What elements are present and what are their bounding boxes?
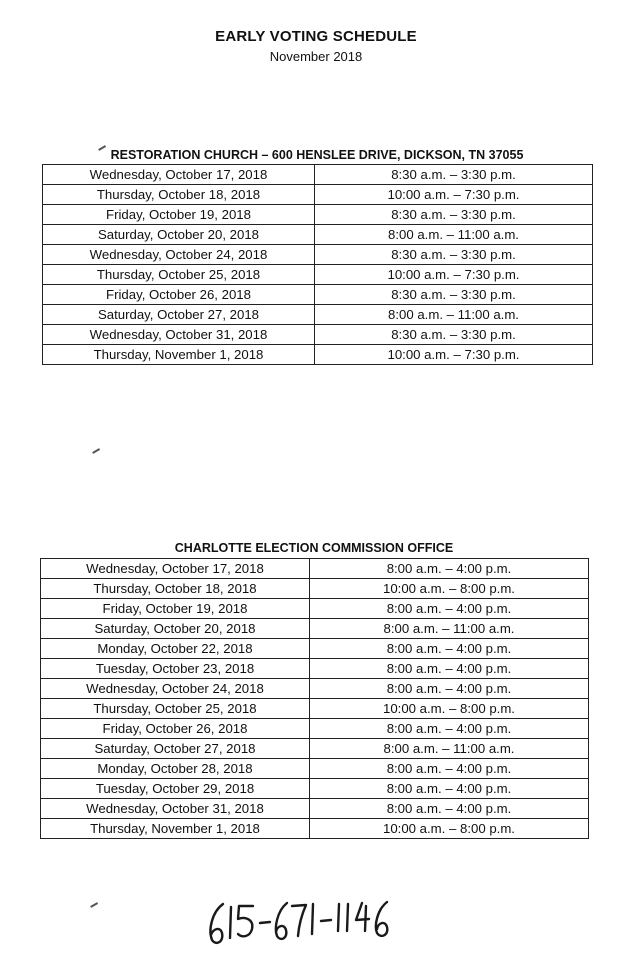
schedule-date-cell: Saturday, October 20, 2018	[41, 619, 310, 639]
schedule-hours-cell: 8:00 a.m. – 4:00 p.m.	[310, 599, 589, 619]
schedule-date-cell: Saturday, October 27, 2018	[43, 305, 315, 325]
schedule-date-cell: Wednesday, October 31, 2018	[43, 325, 315, 345]
schedule-hours-cell: 8:30 a.m. – 3:30 p.m.	[315, 245, 593, 265]
schedule-date-cell: Tuesday, October 23, 2018	[41, 659, 310, 679]
schedule-date-cell: Wednesday, October 31, 2018	[41, 799, 310, 819]
schedule-date-cell: Saturday, October 27, 2018	[41, 739, 310, 759]
schedule-date-cell: Thursday, October 25, 2018	[43, 265, 315, 285]
schedule-hours-cell: 10:00 a.m. – 7:30 p.m.	[315, 185, 593, 205]
section-heading-charlotte-election-office: CHARLOTTE ELECTION COMMISSION OFFICE	[174, 541, 454, 555]
schedule-date-cell: Friday, October 19, 2018	[41, 599, 310, 619]
schedule-hours-cell: 10:00 a.m. – 8:00 p.m.	[310, 699, 589, 719]
schedule-date-cell: Friday, October 19, 2018	[43, 205, 315, 225]
document-subtitle: November 2018	[269, 49, 363, 64]
schedule-date-cell: Tuesday, October 29, 2018	[41, 779, 310, 799]
schedule-date-cell: Monday, October 28, 2018	[41, 759, 310, 779]
schedule-hours-cell: 8:00 a.m. – 4:00 p.m.	[310, 559, 589, 579]
schedule-date-cell: Wednesday, October 24, 2018	[41, 679, 310, 699]
schedule-hours-cell: 8:00 a.m. – 11:00 a.m.	[315, 225, 593, 245]
schedule-hours-cell: 8:00 a.m. – 11:00 a.m.	[310, 739, 589, 759]
schedule-date-cell: Thursday, October 25, 2018	[41, 699, 310, 719]
schedule-date-cell: Friday, October 26, 2018	[43, 285, 315, 305]
schedule-hours-cell: 8:00 a.m. – 4:00 p.m.	[310, 719, 589, 739]
schedule-hours-cell: 10:00 a.m. – 8:00 p.m.	[310, 579, 589, 599]
schedule-date-cell: Thursday, October 18, 2018	[41, 579, 310, 599]
schedule-date-cell: Wednesday, October 17, 2018	[43, 165, 315, 185]
schedule-hours-cell: 8:00 a.m. – 4:00 p.m.	[310, 759, 589, 779]
schedule-hours-cell: 8:00 a.m. – 11:00 a.m.	[310, 619, 589, 639]
schedule-hours-cell: 8:00 a.m. – 4:00 p.m.	[310, 639, 589, 659]
schedule-hours-cell: 10:00 a.m. – 8:00 p.m.	[310, 819, 589, 839]
schedule-hours-cell: 8:00 a.m. – 4:00 p.m.	[310, 659, 589, 679]
schedule-hours-cell: 8:30 a.m. – 3:30 p.m.	[315, 325, 593, 345]
schedule-hours-cell: 8:00 a.m. – 4:00 p.m.	[310, 799, 589, 819]
schedule-date-cell: Thursday, October 18, 2018	[43, 185, 315, 205]
schedule-date-cell: Monday, October 22, 2018	[41, 639, 310, 659]
section-heading-restoration-church: RESTORATION CHURCH – 600 HENSLEE DRIVE, DICKSON, TN 37055	[110, 148, 524, 162]
schedule-hours-cell: 8:00 a.m. – 4:00 p.m.	[310, 779, 589, 799]
schedule-date-cell: Thursday, November 1, 2018	[43, 345, 315, 365]
schedule-date-cell: Wednesday, October 24, 2018	[43, 245, 315, 265]
schedule-hours-cell: 10:00 a.m. – 7:30 p.m.	[315, 265, 593, 285]
schedule-date-cell: Thursday, November 1, 2018	[41, 819, 310, 839]
schedule-hours-cell: 8:00 a.m. – 11:00 a.m.	[315, 305, 593, 325]
schedule-hours-cell: 8:30 a.m. – 3:30 p.m.	[315, 285, 593, 305]
document-title: EARLY VOTING SCHEDULE	[215, 28, 417, 45]
schedule-date-cell: Friday, October 26, 2018	[41, 719, 310, 739]
schedule-date-cell: Saturday, October 20, 2018	[43, 225, 315, 245]
schedule-date-cell: Wednesday, October 17, 2018	[41, 559, 310, 579]
schedule-hours-cell: 10:00 a.m. – 7:30 p.m.	[315, 345, 593, 365]
schedule-hours-cell: 8:00 a.m. – 4:00 p.m.	[310, 679, 589, 699]
schedule-hours-cell: 8:30 a.m. – 3:30 p.m.	[315, 165, 593, 185]
schedule-hours-cell: 8:30 a.m. – 3:30 p.m.	[315, 205, 593, 225]
